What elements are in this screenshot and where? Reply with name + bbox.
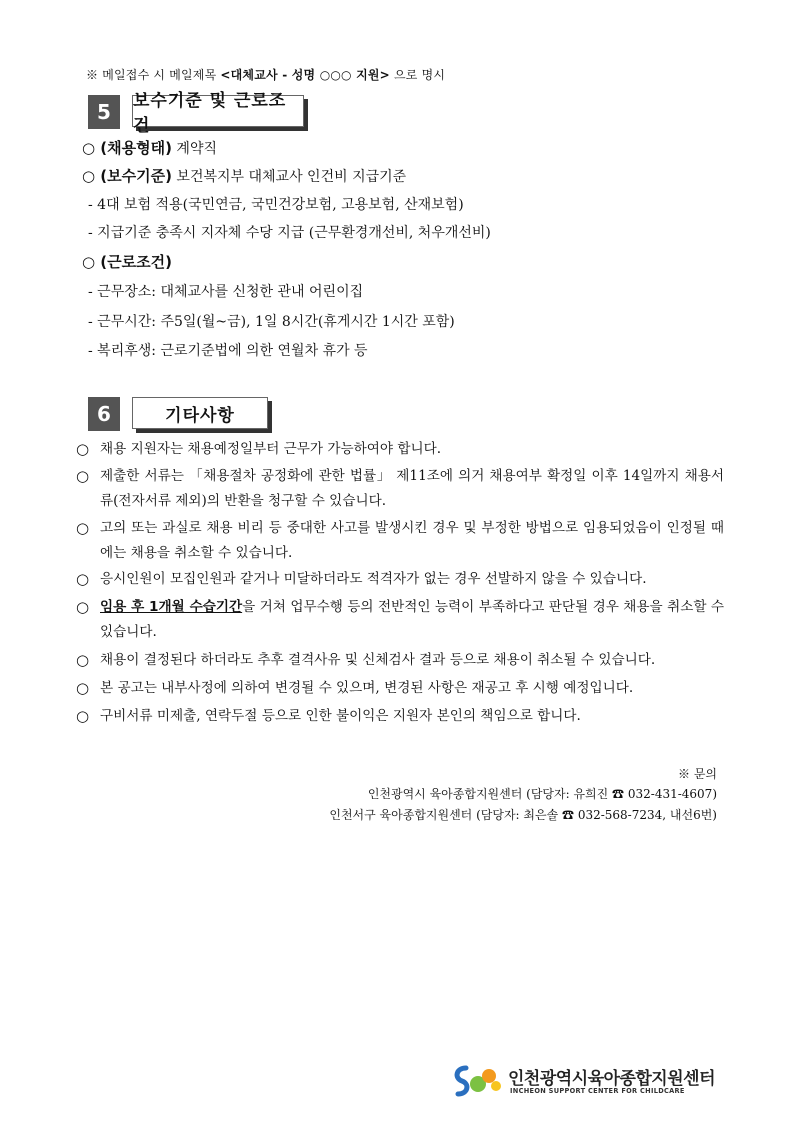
note-subject-format: <대체교사 - 성명 ○○○ 지원> [220, 68, 390, 82]
email-subject-note [86, 66, 445, 83]
list-item-text: 구비서류 미제출, 연락두절 등으로 인한 불이익은 지원자 본인의 책임으로 합니다. [100, 708, 581, 724]
list-item-text: 채용이 결정된다 하더라도 추후 결격사유 및 신체검사 결과 등으로 채용이 취소될 수 있습니다. [100, 652, 656, 668]
center-logo [452, 1062, 722, 1102]
list-item-text: 채용 지원자는 채용예정일부터 근무가 가능하여야 합니다. [100, 441, 442, 457]
work-conditions-label: ○ (근로조건) [82, 253, 172, 271]
employment-type-label: ○ (채용형태) [82, 139, 172, 157]
probation-rest: 을 거쳐 업무수행 등의 전반적인 능력이 부족하다고 판단될 경우 채용을 취소할 수 있습니다. [100, 599, 725, 640]
pay-standard-label: ○ (보수기준) [82, 167, 172, 185]
pay-allowance: - 지급기준 충족시 지자체 수당 지급 (근무환경개선비, 처우개선비) [88, 225, 491, 241]
bullet-circle: ○ [76, 679, 90, 697]
bullet-circle: ○ [76, 707, 90, 725]
note-prefix: ※ 메일접수 시 메일제목 [86, 68, 221, 82]
list-item [76, 464, 724, 514]
bullet-circle: ○ [76, 519, 90, 537]
list-item [76, 516, 724, 566]
list-item-text: 본 공고는 내부사정에 의하여 변경될 수 있으며, 변경된 사항은 재공고 후 시행 예정입니다. [100, 680, 634, 696]
pay-insurance: - 4대 보험 적용(국민연금, 국민건강보험, 고용보험, 산재보험) [88, 197, 464, 213]
contact-heading: ※ 문의 [678, 767, 717, 781]
bullet-circle: ○ [76, 570, 90, 588]
contact-line-incheon: 인천광역시 육아종합지원센터 (담당자: 유희진 ☎ 032-431-4607) [367, 787, 717, 801]
section5-number: 5 [88, 95, 120, 129]
pay-standard-value: 보건복지부 대체교사 인건비 지급기준 [171, 169, 407, 185]
list-item-text: 응시인원이 모집인원과 같거나 미달하더라도 적격자가 없는 경우 선발하지 않을 수 있습니다. [100, 571, 647, 587]
list-item [76, 704, 724, 729]
list-item [76, 648, 724, 673]
probation-emphasis: 임용 후 1개월 수습기간 [100, 599, 243, 615]
work-place: - 근무장소: 대체교사를 신청한 관내 어린이집 [88, 284, 364, 300]
list-item-text [100, 595, 724, 645]
bullet-circle: ○ [76, 651, 90, 669]
bullet-circle: ○ [76, 467, 90, 485]
list-item-text: 고의 또는 과실로 채용 비리 등 중대한 사고를 발생시킨 경우 및 부정한 방법으로 임용되었음이 인정될 때에는 채용을 취소할 수 있습니다. [100, 520, 724, 561]
logo-subtitle: INCHEON SUPPORT CENTER FOR CHILDCARE [510, 1087, 685, 1095]
work-hours: - 근무시간: 주5일(월~금), 1일 8시간(휴게시간 1시간 포함) [88, 314, 455, 330]
employment-type [82, 137, 217, 158]
pay-standard [82, 165, 406, 186]
contact-line-seogu: 인천서구 육아종합지원센터 (담당자: 최은솔 ☎ 032-568-7234, 내선6번) [329, 808, 717, 822]
logo-mark-icon [452, 1062, 504, 1100]
employment-type-value: 계약직 [171, 141, 218, 157]
work-conditions [82, 251, 172, 272]
list-item-text: 제출한 서류는 「채용절차 공정화에 관한 법률」 제11조에 의거 채용여부 확정일 이후 14일까지 채용서류(전자서류 제외)의 반환을 청구할 수 있습니다. [100, 468, 724, 509]
welfare: - 복리후생: 근로기준법에 의한 연월차 휴가 등 [88, 343, 368, 359]
logo-name: 인천광역시육아종합지원센터 [508, 1069, 715, 1089]
section6-number: 6 [88, 397, 120, 431]
bullet-circle: ○ [76, 598, 90, 616]
list-item [76, 676, 724, 701]
note-suffix: 으로 명시 [389, 68, 446, 82]
list-item [76, 437, 724, 462]
list-item [76, 595, 724, 645]
section6-title: 기타사항 [132, 397, 268, 429]
list-item [76, 567, 724, 592]
bullet-circle: ○ [76, 440, 90, 458]
section5-title: 보수기준 및 근로조건 [132, 95, 304, 127]
